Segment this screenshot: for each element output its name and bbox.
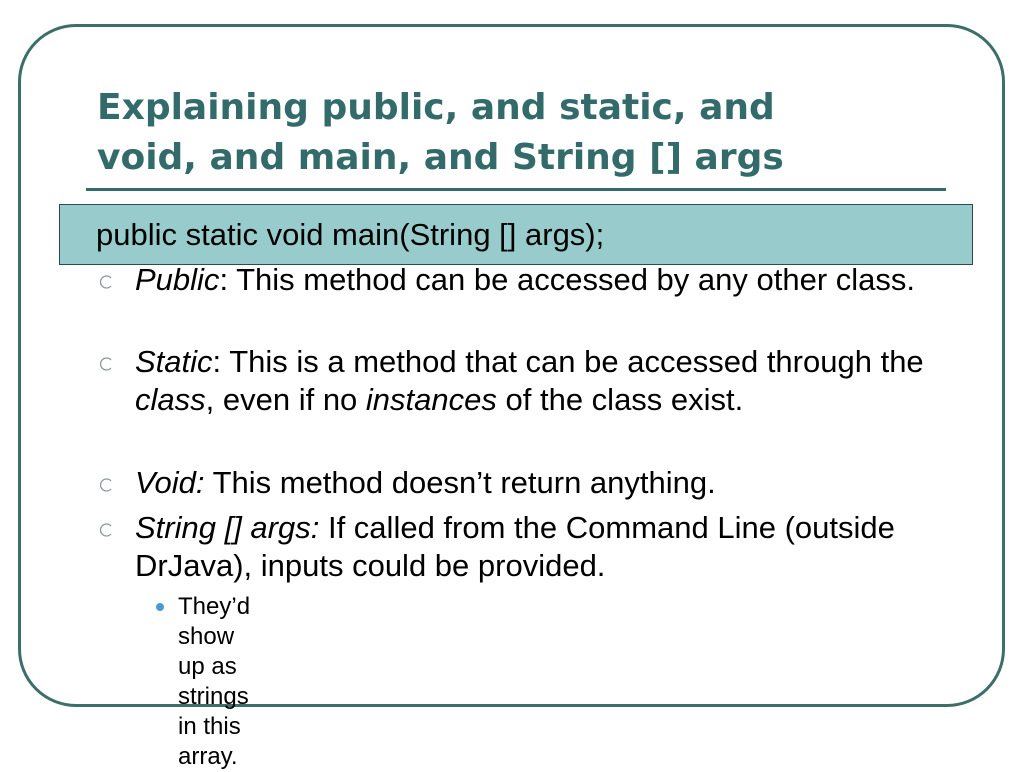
hollow-circle-bullet-icon <box>99 357 113 371</box>
desc-public: : This method can be accessed by any other class. <box>219 262 916 297</box>
title-divider <box>86 188 946 191</box>
hollow-circle-bullet-icon <box>99 478 113 492</box>
em-instances: instances <box>365 382 497 417</box>
slide-title <box>97 83 957 183</box>
desc-static-b: , even if no <box>205 382 366 417</box>
sub-bullet-text: They’d show up as strings in this array. <box>178 593 251 770</box>
hollow-circle-bullet-icon <box>99 523 113 537</box>
desc-static-a: : This is a method that can be accessed through the <box>212 344 924 379</box>
dot-bullet-icon <box>156 603 164 611</box>
bullet-string-args <box>135 509 945 585</box>
bullet-void <box>135 464 945 502</box>
title-line-2: void, and main, and String [] args <box>97 137 784 178</box>
desc-string-args: If called from the Command Line (outside DrJava), inputs could be provided. <box>135 510 895 583</box>
em-class: class <box>135 382 206 417</box>
hollow-circle-bullet-icon <box>99 275 113 289</box>
bullet-static <box>135 343 945 419</box>
term-void: Void: <box>135 465 205 500</box>
code-signature-box <box>59 204 973 265</box>
desc-static-c: of the class exist. <box>496 382 744 417</box>
term-public: Public <box>135 262 220 297</box>
code-signature: public static void main(String [] args); <box>96 217 605 252</box>
desc-void: This method doesn’t return anything. <box>204 465 716 500</box>
sub-bullet-strings-array <box>178 592 250 772</box>
term-string-args: String [] args: <box>135 510 320 545</box>
title-line-1: Explaining public, and static, and <box>97 87 775 128</box>
bullet-public <box>135 261 945 299</box>
term-static: Static <box>135 344 213 379</box>
